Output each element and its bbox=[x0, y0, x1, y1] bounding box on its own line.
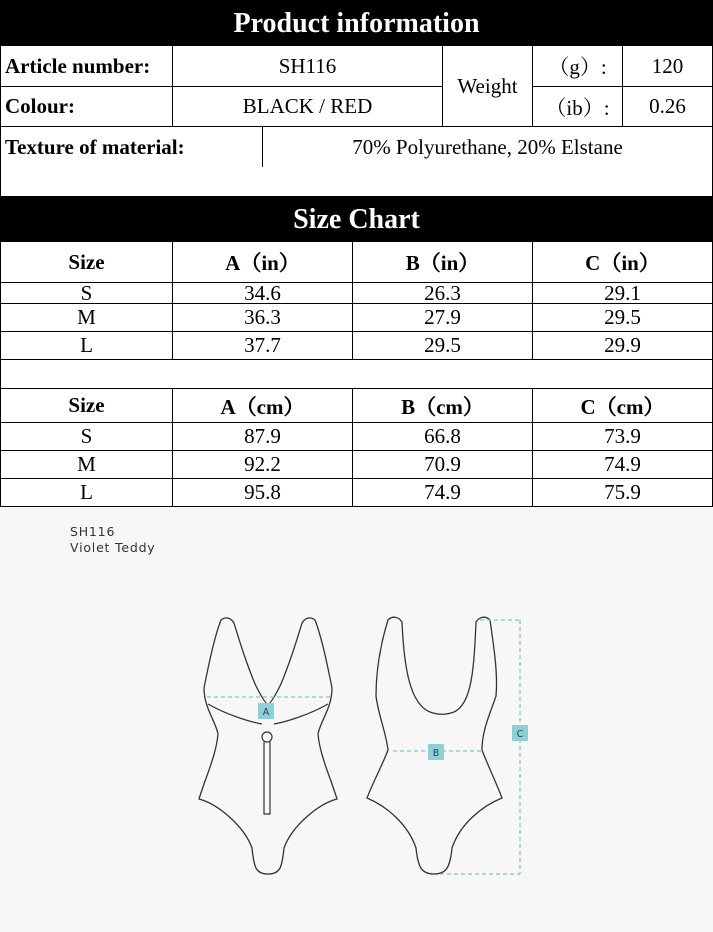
inch-row-s-a: 34.6 bbox=[172, 282, 353, 304]
cm-header-b: B（cm） bbox=[352, 388, 533, 423]
chart-separator-row bbox=[0, 359, 713, 389]
cm-header-c: C（cm） bbox=[532, 388, 713, 423]
inch-row-l-b: 29.5 bbox=[352, 331, 533, 360]
inch-row-l-a: 37.7 bbox=[172, 331, 353, 360]
zipper-ring bbox=[262, 732, 272, 742]
material-value: 70% Polyurethane, 20% Elstane bbox=[262, 126, 713, 168]
cm-row-m-c: 74.9 bbox=[532, 450, 713, 479]
size-chart-title: Size Chart bbox=[0, 196, 713, 241]
inch-row-s-c: 29.1 bbox=[532, 282, 713, 304]
inch-header-size: Size bbox=[0, 241, 173, 283]
inch-row-l-c: 29.9 bbox=[532, 331, 713, 360]
inch-row-s-b: 26.3 bbox=[352, 282, 533, 304]
inch-row-m-c: 29.5 bbox=[532, 303, 713, 332]
inch-row-m-size: M bbox=[0, 303, 173, 332]
colour-label: Colour: bbox=[0, 86, 173, 127]
diagram-code: SH116 bbox=[70, 524, 116, 539]
garment-illustration bbox=[0, 508, 713, 932]
front-bodysuit-outline bbox=[199, 618, 337, 874]
inch-header-a: A（in） bbox=[172, 241, 353, 283]
cm-header-a: A（cm） bbox=[172, 388, 353, 423]
cm-row-s-c: 73.9 bbox=[532, 422, 713, 451]
weight-g-unit: （g）: bbox=[532, 45, 623, 87]
inch-header-b: B（in） bbox=[352, 241, 533, 283]
article-number-label: Article number: bbox=[0, 45, 173, 87]
weight-lb-unit: （ib）: bbox=[532, 86, 623, 127]
product-info-title: Product information bbox=[0, 0, 713, 45]
cm-header-size: Size bbox=[0, 388, 173, 423]
table-spacer bbox=[0, 167, 713, 196]
cm-row-l-b: 74.9 bbox=[352, 478, 533, 507]
measurement-diagram bbox=[0, 508, 713, 932]
inch-row-l-size: L bbox=[0, 331, 173, 360]
inch-header-c: C（in） bbox=[532, 241, 713, 283]
weight-lb-value: 0.26 bbox=[622, 86, 713, 127]
inch-row-s-size: S bbox=[0, 282, 173, 304]
diagram-name: Violet Teddy bbox=[70, 540, 156, 555]
inch-row-m-a: 36.3 bbox=[172, 303, 353, 332]
material-label: Texture of material: bbox=[0, 126, 263, 168]
colour-value: BLACK / RED bbox=[172, 86, 443, 127]
measure-b-label: B bbox=[432, 748, 440, 759]
measure-c-label: C bbox=[516, 729, 524, 740]
cm-row-m-b: 70.9 bbox=[352, 450, 533, 479]
cm-row-m-size: M bbox=[0, 450, 173, 479]
cm-row-m-a: 92.2 bbox=[172, 450, 353, 479]
inch-row-m-b: 27.9 bbox=[352, 303, 533, 332]
weight-g-value: 120 bbox=[622, 45, 713, 87]
cm-row-s-size: S bbox=[0, 422, 173, 451]
measure-a-label: A bbox=[262, 707, 270, 718]
cm-row-l-a: 95.8 bbox=[172, 478, 353, 507]
article-number-value: SH116 bbox=[172, 45, 443, 87]
cm-row-l-c: 75.9 bbox=[532, 478, 713, 507]
cm-row-s-b: 66.8 bbox=[352, 422, 533, 451]
weight-label: Weight bbox=[442, 45, 533, 127]
zipper-line bbox=[264, 742, 270, 814]
cm-row-s-a: 87.9 bbox=[172, 422, 353, 451]
cm-row-l-size: L bbox=[0, 478, 173, 507]
